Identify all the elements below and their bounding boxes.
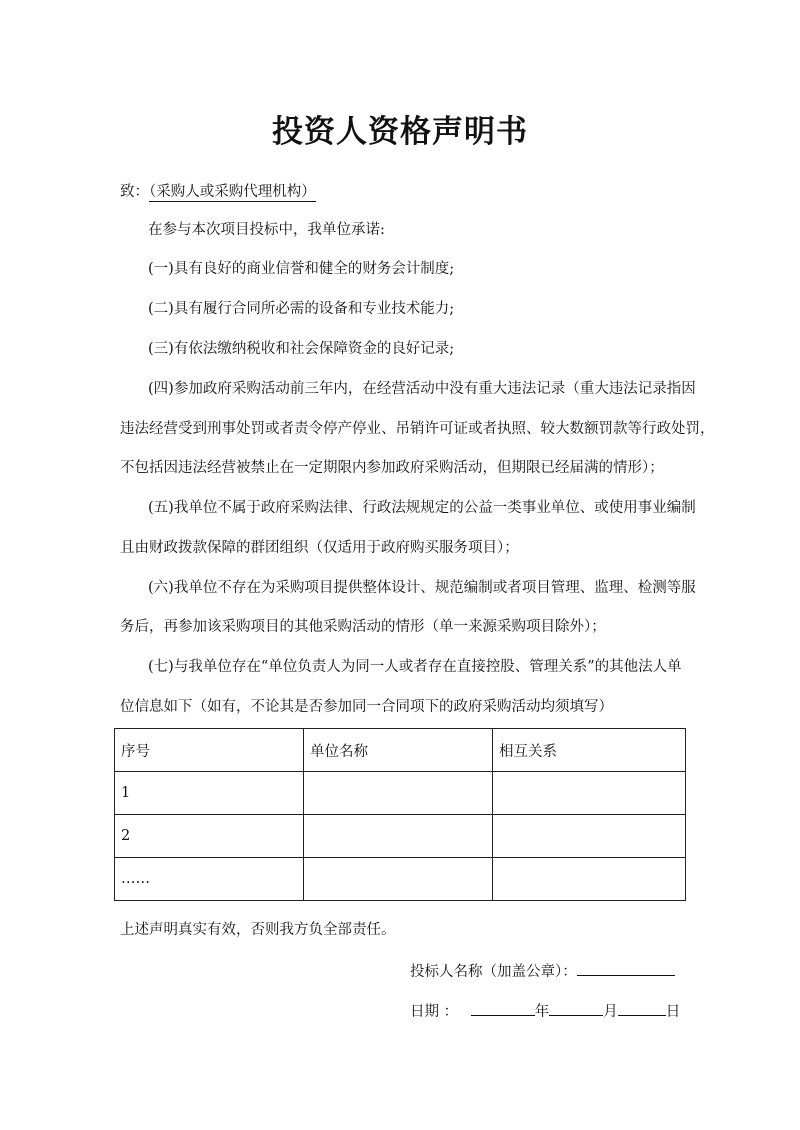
table-row xyxy=(115,815,686,858)
date-label: 日期 ： xyxy=(410,1004,459,1020)
addressee-recipient: （采购人或采购代理机构） xyxy=(149,184,316,200)
addressee-line xyxy=(120,180,316,201)
item-7-line-2: 位信息如下（如有，不论其是否参加同一合同项下的政府采购活动均须填写） xyxy=(120,699,613,715)
closing-statement: 上述声明真实有效，否则我方负全部责任。 xyxy=(120,922,396,938)
item-4-line-3: 不包括因违法经营被禁止在一定期限内参加政府采购活动，但期限已经届满的情形）； xyxy=(120,460,664,476)
item-6-line-2: 务后，再参加该采购项目的其他采购活动的情形（单一来源采购项目除外）； xyxy=(120,619,606,635)
year-blank[interactable] xyxy=(471,1001,535,1016)
month-label: 月 xyxy=(603,1004,618,1020)
item-2: (二)具有履行合同所必需的设备和专业技术能力; xyxy=(148,301,455,317)
day-blank[interactable] xyxy=(618,1001,666,1016)
table-cell xyxy=(304,815,493,858)
bidder-name-label: 投标人名称（加盖公章）： xyxy=(410,964,577,980)
table-cell: 1 xyxy=(115,772,304,815)
day-label: 日 xyxy=(665,1004,681,1020)
related-entities-table xyxy=(114,728,686,901)
table-row xyxy=(115,772,686,815)
item-4-line-1: (四)参加政府采购活动前三年内，在经营活动中没有重大违法记录（重大违法记录指因 xyxy=(148,381,696,397)
addressee-label: 致： xyxy=(120,184,149,200)
intro-text: 在参与本次项目投标中，我单位承诺: xyxy=(148,222,385,238)
item-5-line-2: 且由财政拨款保障的群团组织（仅适用于政府购买服务项目）； xyxy=(120,540,519,556)
item-6-line-1: (六)我单位不存在为采购项目提供整体设计、规范编制或者项目管理、监理、检测等服 xyxy=(148,580,696,596)
table-cell xyxy=(493,815,686,858)
item-3: (三)有依法缴纳税收和社会保障资金的良好记录; xyxy=(148,341,455,357)
table-header-row xyxy=(115,729,686,772)
bidder-signature-line xyxy=(410,960,675,981)
table-cell xyxy=(304,858,493,901)
table-cell: …… xyxy=(115,858,304,901)
year-label: 年 xyxy=(534,1004,550,1020)
table-cell xyxy=(493,772,686,815)
item-1: (一)具有良好的商业信誉和健全的财务会计制度; xyxy=(148,261,455,277)
table-header-cell: 序号 xyxy=(115,729,304,772)
month-blank[interactable] xyxy=(549,1001,603,1016)
table-header-cell: 单位名称 xyxy=(304,729,493,772)
table-row xyxy=(115,858,686,901)
table-cell xyxy=(493,858,686,901)
document-title: 投资人资格声明书 xyxy=(272,114,528,150)
table-header-cell: 相互关系 xyxy=(493,729,686,772)
item-4-line-2: 违法经营受到刑事处罚或者责令停产停业、吊销许可证或者执照、较大数额罚款等行政处罚， xyxy=(120,421,715,437)
item-5-line-1: (五)我单位不属于政府采购法律、行政法规规定的公益一类事业单位、或使用事业编制 xyxy=(148,500,696,516)
bidder-name-blank[interactable] xyxy=(577,961,675,976)
date-line xyxy=(410,1000,680,1021)
table-cell: 2 xyxy=(115,815,304,858)
item-7-line-1: (七)与我单位存在“单位负责人为同一人或者存在直接控股、管理关系”的其他法人单 xyxy=(148,659,682,675)
table-cell xyxy=(304,772,493,815)
